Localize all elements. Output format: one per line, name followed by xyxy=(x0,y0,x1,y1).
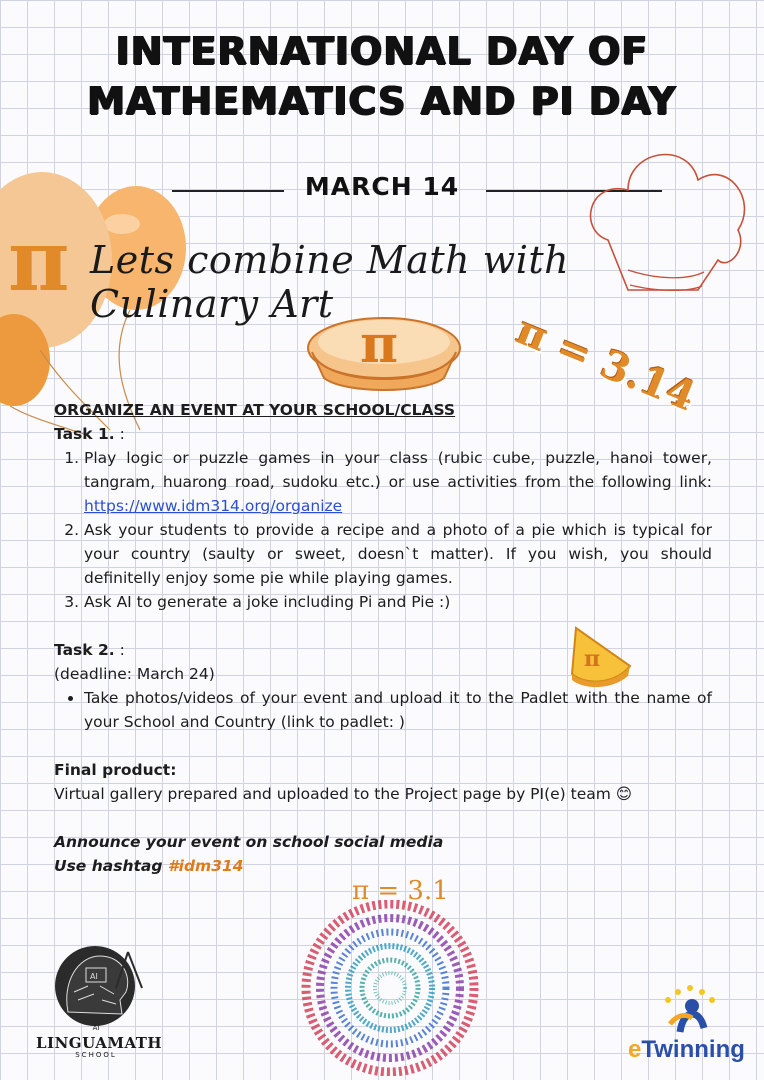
pi-digits-spiral-illustration xyxy=(292,900,488,1076)
etwinning-rest: Twinning xyxy=(641,1036,745,1063)
task1-item-2-text: Ask your students to provide a recipe and a photo of a pie which is typical for your country (saulty or sweet, doesn`t matter). If you wish, you should definitelly enjoy some pie while playing games. xyxy=(84,521,712,587)
task2-item-1 xyxy=(84,686,712,734)
pie-pi-symbol: π xyxy=(360,314,399,375)
task2-label: Task 2. xyxy=(54,641,115,659)
logo-school-sub: SCHOOL xyxy=(75,1051,117,1059)
announce-line-2 xyxy=(54,854,712,878)
task1-suffix: : xyxy=(114,425,125,443)
task1-item-2 xyxy=(84,518,712,590)
task2-list xyxy=(54,686,712,734)
title-line-1: INTERNATIONAL DAY OF xyxy=(115,29,649,73)
subtitle: Lets combine Math with Culinary Art xyxy=(90,238,570,326)
task1-item-1 xyxy=(84,446,712,518)
announce-line-1: Announce your event on school social media xyxy=(54,833,444,851)
announce-prefix: Use hashtag xyxy=(54,857,168,875)
task1-list xyxy=(54,446,712,614)
final-product-label: Final product: xyxy=(54,761,177,779)
etwinning-e: e xyxy=(628,1036,642,1063)
task1-item-3-text: Ask AI to generate a joke including Pi and Pie :) xyxy=(84,593,451,611)
task1-item-1-text: Play logic or puzzle games in your class (rubic cube, puzzle, hanoi tower, tangram, huarong road, sudoku etc.) or use activities from the following link: xyxy=(84,449,712,491)
pizza-pi-symbol: π xyxy=(584,646,601,672)
task2-deadline: (deadline: March 24) xyxy=(54,665,215,683)
final-product-text: Virtual gallery prepared and uploaded to the Project page by PI(e) team 😊 xyxy=(54,785,632,803)
event-date: MARCH 14 xyxy=(304,172,460,201)
pizza-slice-icon xyxy=(566,618,636,688)
pi-spiral-title: π = 3.1 xyxy=(352,876,449,906)
event-heading: ORGANIZE AN EVENT AT YOUR SCHOOL/CLASS xyxy=(54,401,456,419)
etwinning-logo-text xyxy=(628,1036,745,1064)
organize-link[interactable]: https://www.idm314.org/organize xyxy=(84,497,343,515)
task2-suffix: : xyxy=(114,641,125,659)
logo-ai-label: AI xyxy=(92,1024,100,1032)
task1-item-3 xyxy=(84,590,712,614)
task2-item-1-text: Take photos/videos of your event and upload it to the Padlet with the name of your School and Country (link to padlet: ) xyxy=(84,689,712,731)
task1-label: Task 1. xyxy=(54,425,115,443)
hashtag-link[interactable]: #idm314 xyxy=(167,857,244,875)
etwinning-logo-icon xyxy=(652,984,728,1036)
title-line-2: MATHEMATICS AND PI DAY xyxy=(87,79,677,123)
logo-ai-badge: AI xyxy=(90,972,98,981)
task1-header xyxy=(54,422,712,446)
pi-equation: π = 3.14 xyxy=(510,306,703,421)
balloon-pi-symbol: π xyxy=(8,211,70,310)
pie-icon xyxy=(304,298,464,398)
logo-school-name: LINGUAMATH xyxy=(36,1034,163,1052)
linguamath-logo-icon xyxy=(38,942,152,1026)
poster-title xyxy=(0,26,764,126)
